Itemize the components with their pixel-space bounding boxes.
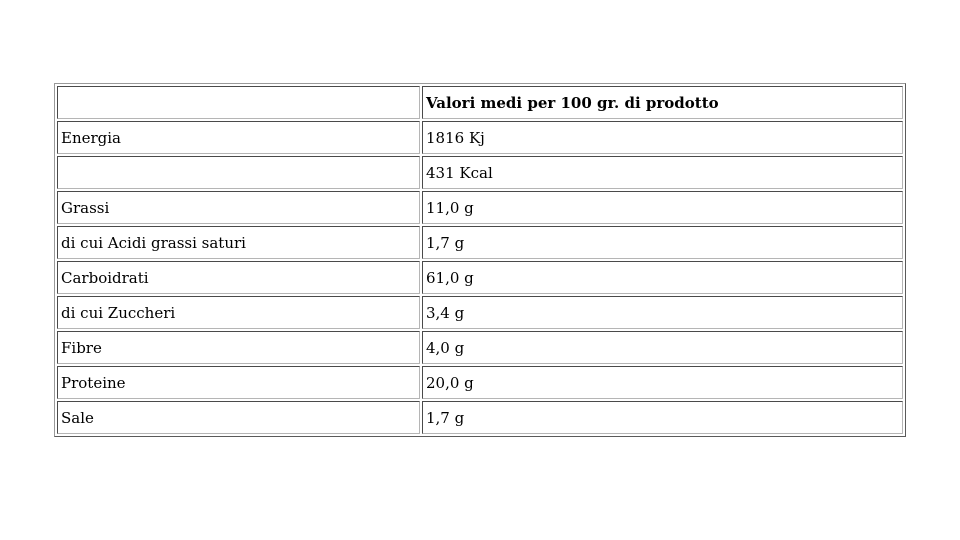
table-row [57, 296, 903, 329]
table-row [57, 261, 903, 294]
nutrient-value: 4,0 g [422, 331, 903, 364]
table-header-row [57, 86, 903, 119]
nutrient-value: 1,7 g [422, 401, 903, 434]
nutrient-value: 3,4 g [422, 296, 903, 329]
nutrition-table-container [54, 83, 906, 437]
table-row [57, 121, 903, 154]
nutrient-label: di cui Acidi grassi saturi [57, 226, 420, 259]
nutrient-label [57, 156, 420, 189]
nutrient-value: 431 Kcal [422, 156, 903, 189]
nutrient-label: Sale [57, 401, 420, 434]
nutrient-label: Proteine [57, 366, 420, 399]
nutrient-label: Carboidrati [57, 261, 420, 294]
table-row [57, 191, 903, 224]
nutrient-value: 11,0 g [422, 191, 903, 224]
nutrition-table [54, 83, 906, 437]
nutrient-value: 61,0 g [422, 261, 903, 294]
table-row [57, 331, 903, 364]
table-row [57, 156, 903, 189]
table-row [57, 366, 903, 399]
nutrient-value: 1816 Kj [422, 121, 903, 154]
header-value-cell: Valori medi per 100 gr. di prodotto [422, 86, 903, 119]
nutrient-value: 1,7 g [422, 226, 903, 259]
table-row [57, 226, 903, 259]
nutrient-label: Fibre [57, 331, 420, 364]
nutrient-label: Energia [57, 121, 420, 154]
nutrient-label: Grassi [57, 191, 420, 224]
nutrient-label: di cui Zuccheri [57, 296, 420, 329]
header-label-cell [57, 86, 420, 119]
nutrient-value: 20,0 g [422, 366, 903, 399]
table-row [57, 401, 903, 434]
